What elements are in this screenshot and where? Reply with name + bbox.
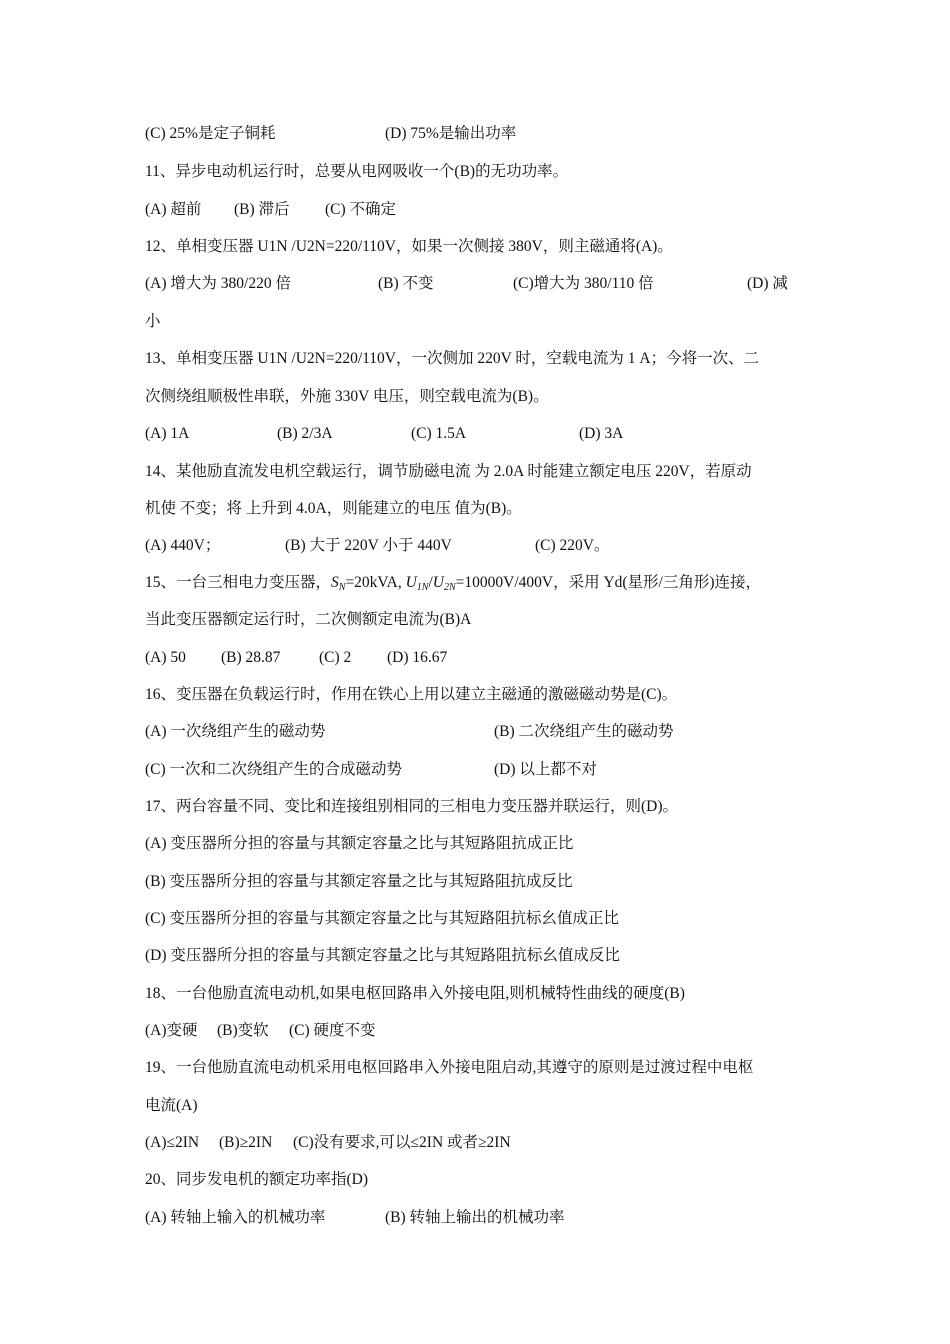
option-c: (C) 2 [319, 649, 352, 666]
question-13-line-2: 次侧绕组顺极性串联，外施 330V 电压，则空载电流为(B)。 [145, 388, 549, 405]
option-b: (B) 不变 [378, 275, 434, 292]
question-19-line-2: 电流(A) [145, 1097, 198, 1114]
option-c: (C)没有要求,可以≤2IN 或者≥2IN [293, 1134, 511, 1151]
question-19-line-1: 19、一台他励直流电动机采用电枢回路串入外接电阻启动,其遵守的原则是过渡过程中电枢 [145, 1059, 754, 1076]
option-c: (C) 1.5A [411, 425, 467, 442]
option-d: (D) 变压器所分担的容量与其额定容量之比与其短路阻抗标幺值成反比 [145, 947, 620, 964]
option-c: (C) 变压器所分担的容量与其额定容量之比与其短路阻抗标幺值成正比 [145, 910, 620, 927]
question-14-line-1: 14、某他励直流发电机空载运行，调节励磁电流 为 2.0A 时能建立额定电压 220V，若原动 [145, 463, 752, 480]
option-a: (A) 超前 [145, 201, 202, 218]
option-d: (D) 3A [579, 425, 624, 442]
question-20: 20、同步发电机的额定功率指(D) [145, 1171, 369, 1188]
question-16: 16、变压器在负载运行时，作用在铁心上用以建立主磁通的激磁磁动势是(C)。 [145, 686, 678, 703]
option-b: (B)变软 [217, 1022, 269, 1039]
option-b: (B) 变压器所分担的容量与其额定容量之比与其短路阻抗成反比 [145, 873, 573, 890]
option-d: (D) 减 [747, 275, 788, 292]
symbol-u: U [405, 574, 417, 591]
option-b: (B) 2/3A [277, 425, 333, 442]
question-18: 18、一台他励直流电动机,如果电枢回路串入外接电阻,则机械特性曲线的硬度(B) [145, 985, 685, 1002]
question-12: 12、单相变压器 U1N /U2N=220/110V，如果一次侧接 380V，则主磁通将(A)。 [145, 238, 673, 255]
option-a: (A) 变压器所分担的容量与其额定容量之比与其短路阻抗成正比 [145, 835, 574, 852]
option-c: (C) 220V。 [535, 537, 610, 554]
option-b: (B) 滞后 [234, 201, 290, 218]
option-b: (B) 二次绕组产生的磁动势 [494, 723, 674, 740]
option-a: (A) 50 [145, 649, 186, 666]
option-a: (A)变硬 [145, 1022, 198, 1039]
option-c: (C) 25%是定子铜耗 [145, 125, 276, 142]
option-a: (A) 一次绕组产生的磁动势 [145, 723, 326, 740]
option-b: (B) 28.87 [221, 649, 281, 666]
option-a: (A) 转轴上输入的机械功率 [145, 1209, 326, 1226]
text-segment: / [428, 574, 433, 591]
option-b: (B) 转轴上输出的机械功率 [385, 1209, 565, 1226]
subscript-1n: 1N [416, 582, 429, 593]
option-c: (C) 不确定 [325, 201, 397, 218]
question-17: 17、两台容量不同、变比和连接组别相同的三相电力变压器并联运行，则(D)。 [145, 798, 679, 815]
symbol-u: U [432, 574, 444, 591]
option-c: (C)增大为 380/110 倍 [513, 275, 654, 292]
question-14-line-2: 机使 不变；将 上升到 4.0A，则能建立的电压 值为(B)。 [145, 500, 522, 517]
question-15-line-1 [145, 573, 761, 598]
option-c: (C) 一次和二次绕组产生的合成磁动势 [145, 761, 403, 778]
symbol-s: S [331, 574, 339, 591]
option-a: (A) 1A [145, 425, 190, 442]
option-d: (D) 16.67 [387, 649, 448, 666]
option-a: (A)≤2IN [145, 1134, 200, 1151]
text-segment: 15、一台三相电力变压器， [145, 574, 332, 591]
subscript-2n: 2N [443, 582, 456, 593]
subscript-n: N [338, 582, 346, 593]
option-a: (A) 440V； [145, 537, 221, 554]
question-15-line-2: 当此变压器额定运行时，二次侧额定电流为(B)A [145, 611, 472, 628]
option-b: (B) 大于 220V 小于 440V [285, 537, 452, 554]
option-b: (B)≥2IN [219, 1134, 273, 1151]
text-segment: =20kVA, [345, 574, 406, 591]
option-d: (D) 以上都不对 [494, 761, 597, 778]
option-c: (C) 硬度不变 [289, 1022, 376, 1039]
answer-continuation: 小 [145, 313, 161, 330]
question-11: 11、异步电动机运行时，总要从电网吸收一个(B)的无功功率。 [145, 163, 569, 180]
text-segment: =10000V/400V，采用 Yd(星形/三角形)连接， [455, 574, 762, 591]
option-d: (D) 75%是输出功率 [385, 125, 517, 142]
question-13-line-1: 13、单相变压器 U1N /U2N=220/110V，一次侧加 220V 时，空载电流为 1 A；今将一次、二 [145, 350, 760, 367]
option-a: (A) 增大为 380/220 倍 [145, 275, 291, 292]
